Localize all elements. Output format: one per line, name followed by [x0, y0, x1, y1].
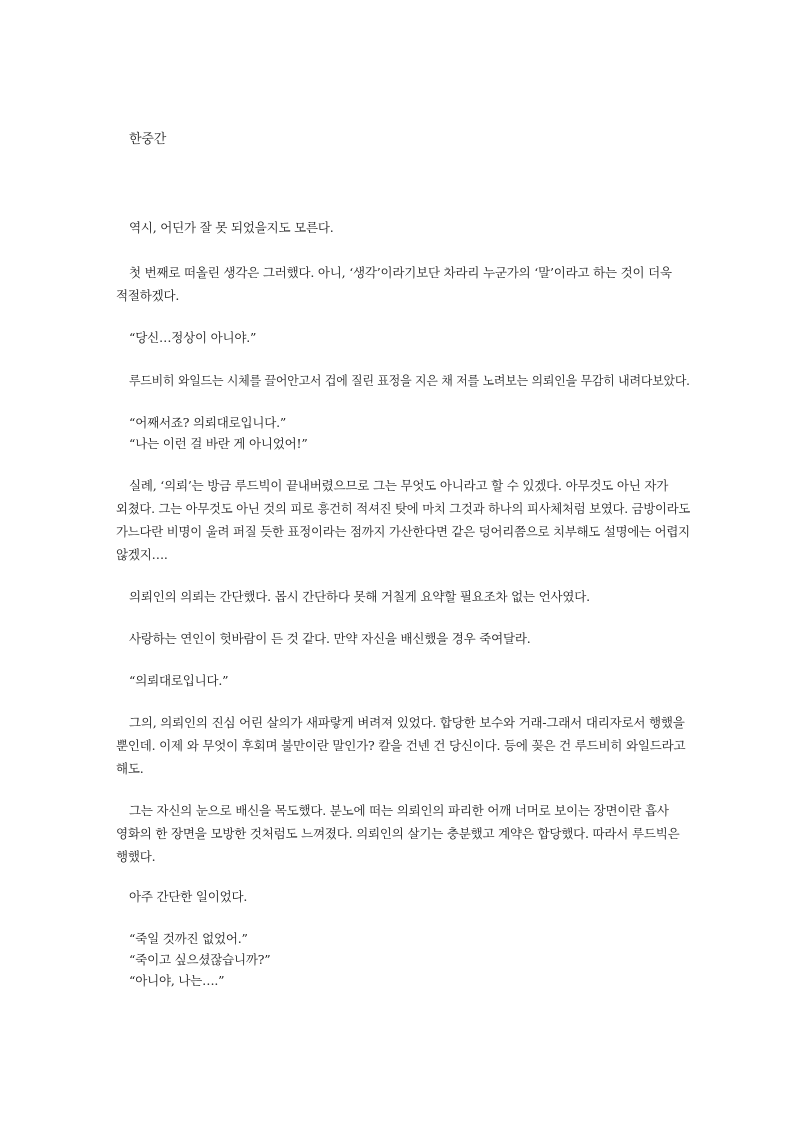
- dialogue-line: “당신…정상이 아니야.”: [129, 330, 257, 345]
- paragraph-line: 아주 간단한 일이었다.: [129, 889, 248, 904]
- paragraph-line: 실례, ‘의뢰’는 방금 루드빅이 끝내버렸으므로 그는 무엇도 아니라고 할 수 있겠다. 아무것도 아닌 자가: [129, 478, 669, 493]
- paragraph-line: 의뢰인의 의뢰는 간단했다. 몹시 간단하다 못해 거칠게 요약할 필요조차 없는 언사였다.: [129, 589, 590, 604]
- paragraph-line: 뿐인데. 이제 와 무엇이 후회며 불만이란 말인가? 칼을 건넨 건 당신이다. 등에 꽂은 건 루드비히 와일드라고: [116, 738, 686, 753]
- dialogue-line: “의뢰대로입니다.”: [129, 673, 229, 688]
- dialogue-line: “죽이고 싶으셨잖습니까?”: [129, 952, 271, 967]
- paragraph-line: 루드비히 와일드는 시체를 끌어안고서 겁에 질린 표정을 지은 채 저를 노려보는 의뢰인을 무감히 내려다보았다.: [129, 373, 690, 388]
- dialogue-line: “아니야, 나는….”: [129, 973, 225, 988]
- paragraph-line: 영화의 한 장면을 모방한 것처럼도 느껴졌다. 의뢰인의 살기는 충분했고 계약은 합당했다. 따라서 루드빅은: [116, 826, 680, 841]
- paragraph-line: 그는 자신의 눈으로 배신을 목도했다. 분노에 떠는 의뢰인의 파리한 어깨 너머로 보이는 장면이란 흡사: [129, 803, 669, 818]
- chapter-title: 한중간: [129, 132, 167, 147]
- dialogue-line: “어째서죠? 의뢰대로입니다.”: [129, 415, 287, 430]
- paragraph-line: 사랑하는 연인이 헛바람이 든 것 같다. 만약 자신을 배신했을 경우 죽여달라.: [129, 631, 531, 646]
- paragraph-line: 적절하겠다.: [116, 288, 180, 303]
- paragraph-line: 역시, 어딘가 잘 못 되었을지도 모른다.: [129, 220, 334, 235]
- paragraph-line: 해도.: [116, 761, 144, 776]
- paragraph-line: 가느다란 비명이 울려 퍼질 듯한 표정이라는 점까지 가산한다면 같은 덩어리쯤으로 치부해도 설명에는 어렵지: [116, 524, 690, 539]
- paragraph-line: 않겠지….: [116, 547, 168, 562]
- dialogue-line: “나는 이런 걸 바란 게 아니었어!”: [129, 436, 308, 451]
- paragraph-line: 첫 번째로 떠올린 생각은 그러했다. 아니, ‘생각’이라기보단 차라리 누군가의 ‘말’이라고 하는 것이 더욱: [129, 265, 672, 280]
- paragraph-line: 그의, 의뢰인의 진심 어린 살의가 새파랗게 벼려져 있었다. 합당한 보수와 거래-그래서 대리자로서 행했을: [129, 715, 685, 730]
- paragraph-line: 외쳤다. 그는 아무것도 아닌 것의 피로 흥건히 적셔진 탓에 마치 그것과 하나의 피사체처럼 보였다. 금방이라도: [116, 501, 691, 516]
- dialogue-line: “죽일 것까진 없었어.”: [129, 931, 248, 946]
- paragraph-line: 행했다.: [116, 849, 156, 864]
